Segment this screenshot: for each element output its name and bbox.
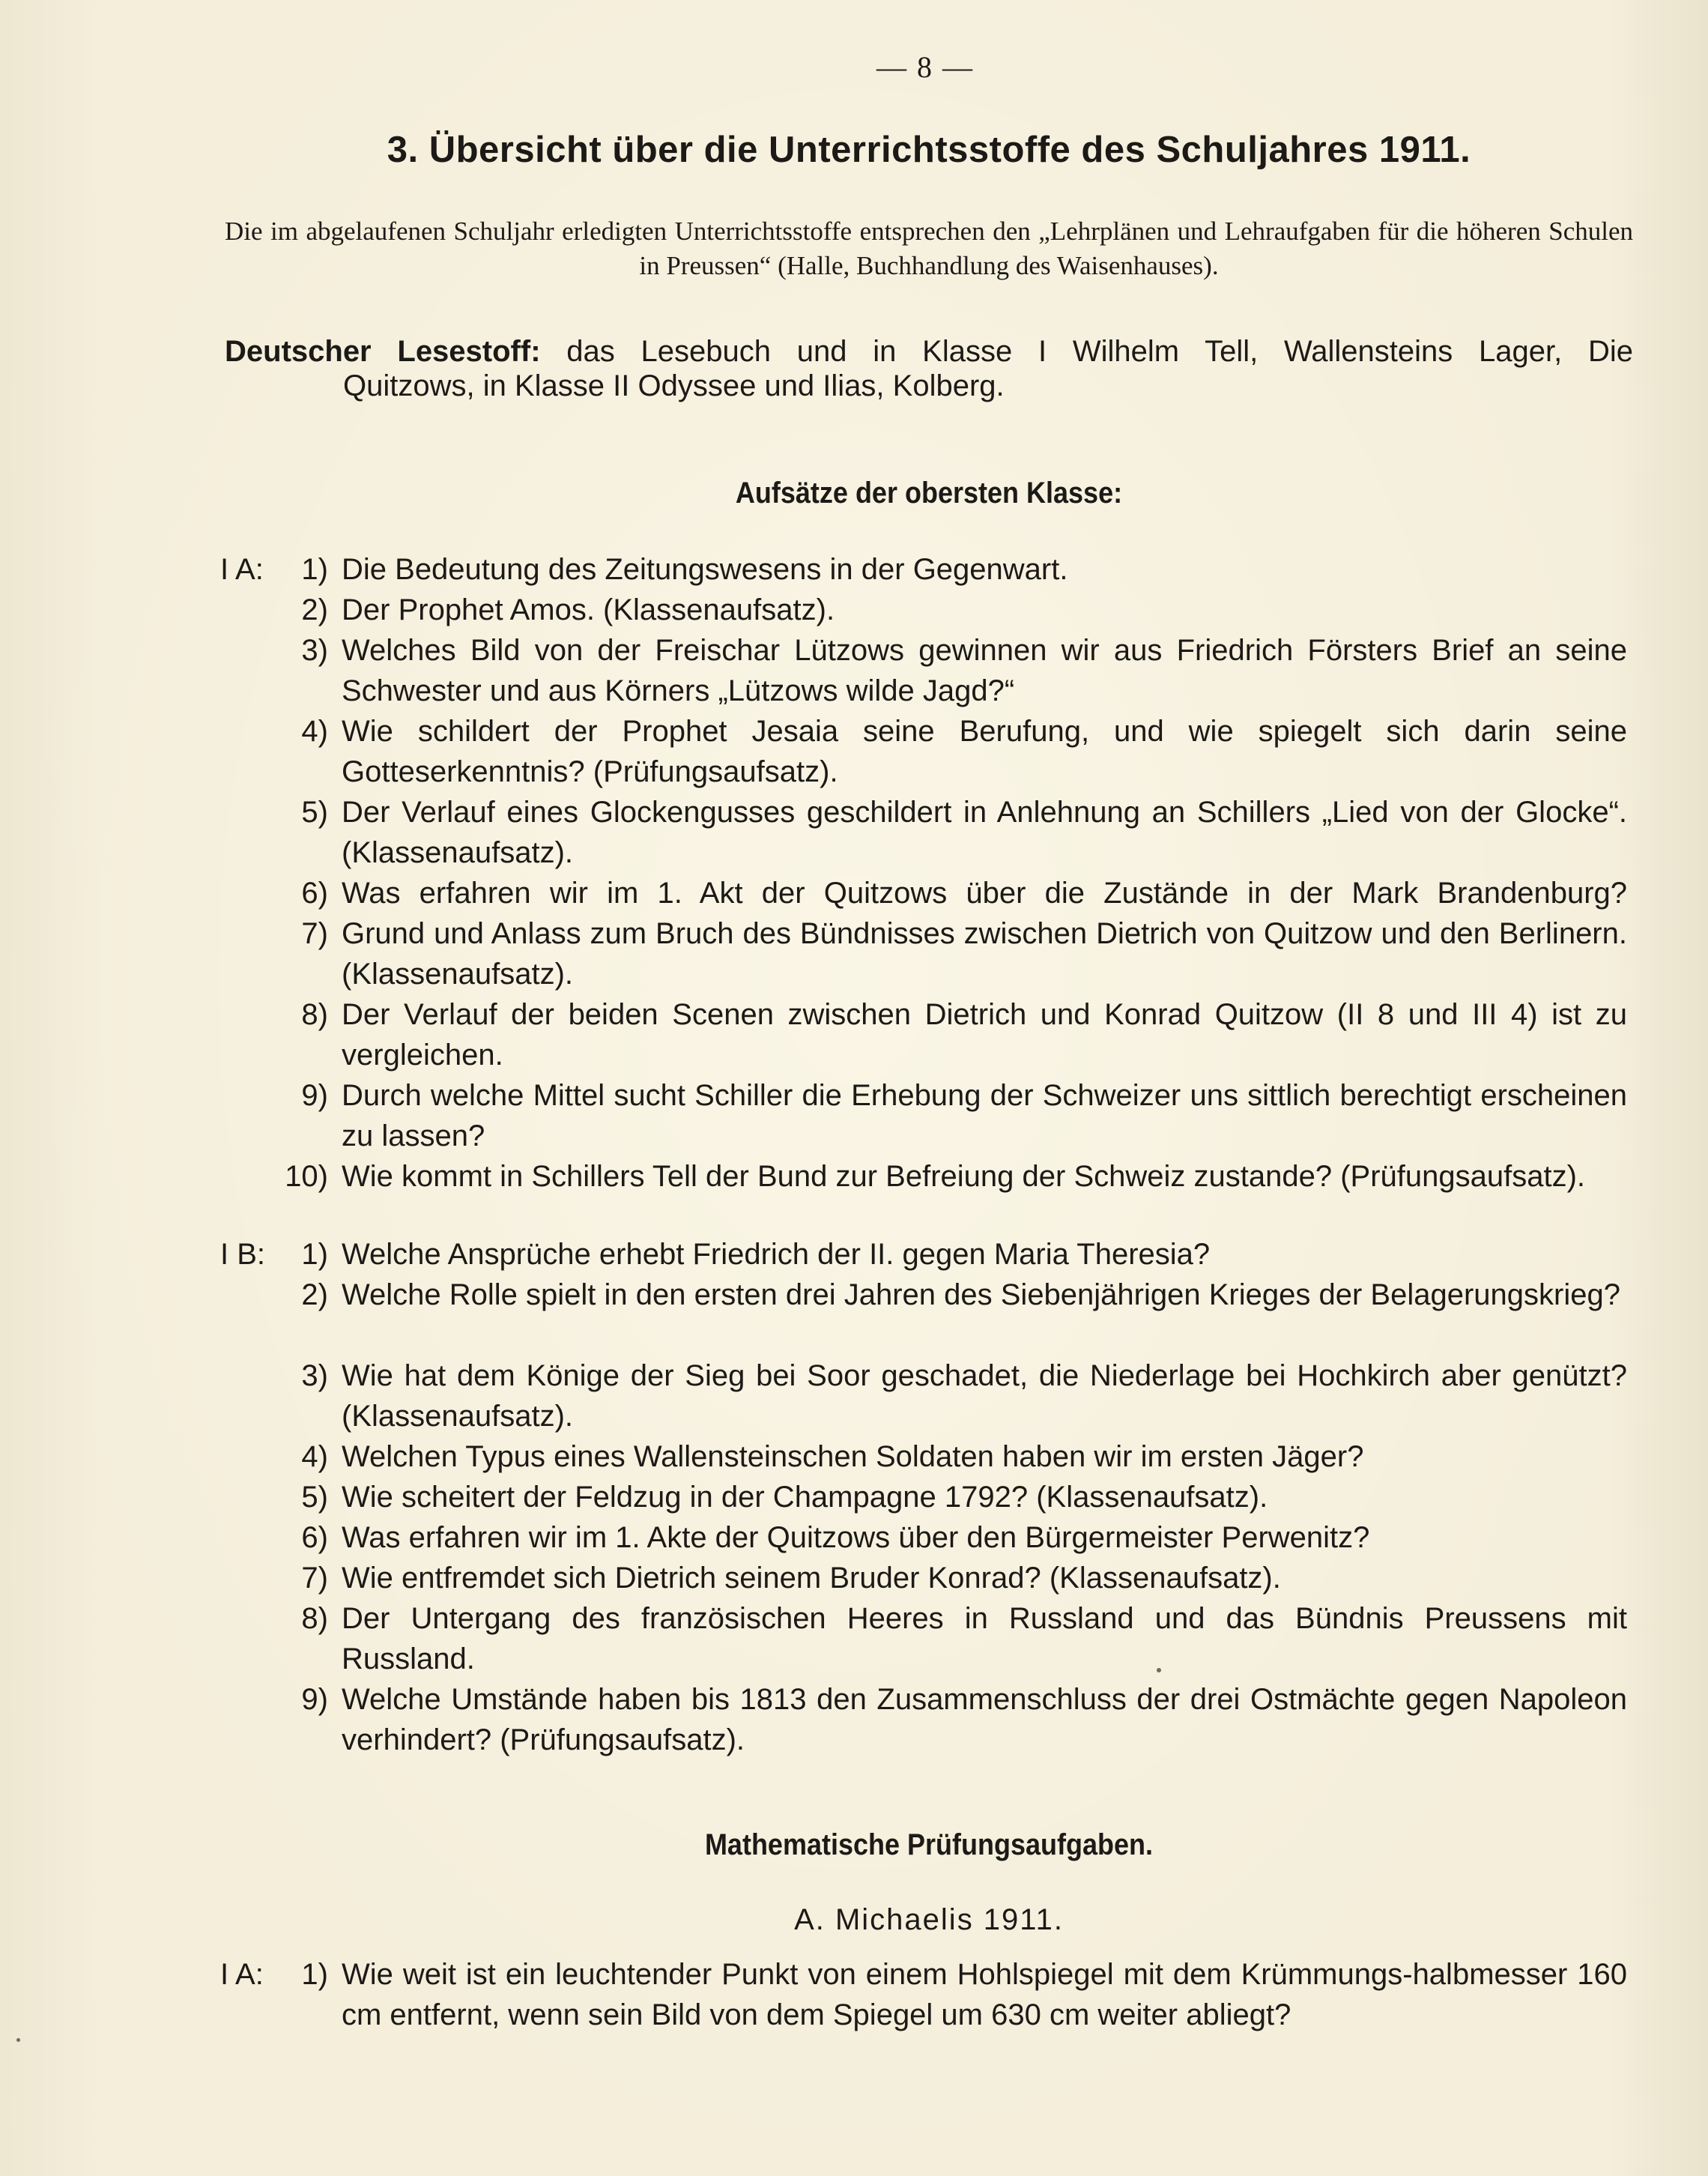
- item-number: 8): [301, 998, 328, 1031]
- item-text: Der Verlauf der beiden Scenen zwischen Dietrich und Konrad Quitzow (II 8 und III 4) ist zu vergleichen.: [342, 998, 1627, 1072]
- list-item: [0, 1156, 1708, 1237]
- item-text: Der Verlauf eines Glockengusses geschildert in Anlehnung an Schillers „Lied von der Glocke“. (Klassenaufsatz).: [342, 796, 1627, 869]
- list-item: [0, 1598, 1708, 1679]
- item-number: 10): [285, 1160, 328, 1193]
- list-item: [0, 549, 1708, 590]
- list-item: [0, 1436, 1708, 1477]
- item-number: 1): [301, 1238, 328, 1271]
- item-text: Der Prophet Amos. (Klassenaufsatz).: [342, 593, 835, 626]
- item-number: 7): [301, 1562, 328, 1595]
- lesestoff-line-1: [225, 334, 1633, 369]
- item-number: 7): [301, 917, 328, 950]
- list-item: [0, 792, 1708, 873]
- list-item: [0, 630, 1708, 711]
- item-text: Durch welche Mittel sucht Schiller die Erhebung der Schweizer uns sittlich berechtigt erscheinen zu lassen?: [342, 1079, 1627, 1152]
- item-number: 6): [301, 1521, 328, 1554]
- aufsaetze-ib-list: [0, 1234, 1708, 1760]
- item-text: Wie weit ist ein leuchtender Punkt von einem Hohlspiegel mit dem Krümmungs-halbmesser 160 cm entfernt, wenn sein Bild von dem Spiegel um 630 cm weiter abliegt?: [342, 1958, 1627, 2031]
- list-item: [0, 711, 1708, 792]
- item-number: 2): [301, 593, 328, 626]
- item-text: Wie hat dem Könige der Sieg bei Soor geschadet, die Niederlage bei Hochkirch aber genützt? (Klassenaufsatz).: [342, 1359, 1627, 1433]
- list-item: [0, 1356, 1708, 1436]
- item-number: 1): [301, 1958, 328, 1991]
- item-number: 3): [301, 1359, 328, 1392]
- item-number: 1): [301, 553, 328, 586]
- item-number: 5): [301, 796, 328, 829]
- aufsaetze-ia-list: [0, 549, 1708, 1237]
- item-number: 4): [301, 1440, 328, 1473]
- list-item: [0, 1679, 1708, 1760]
- list-item: [0, 1477, 1708, 1517]
- list-item: [0, 1954, 1708, 2035]
- item-text: Wie scheitert der Feldzug in der Champagne 1792? (Klassenaufsatz).: [342, 1481, 1268, 1514]
- aufsaetze-heading: Aufsätze der obersten Klasse:: [735, 477, 1123, 510]
- item-text: Wie kommt in Schillers Tell der Bund zur Befreiung der Schweiz zustande? (Prüfungsaufsatz).: [342, 1160, 1586, 1193]
- item-number: 5): [301, 1481, 328, 1514]
- mathematik-heading: Mathematische Prüfungsaufgaben.: [704, 1828, 1154, 1861]
- item-text: Welches Bild von der Freischar Lützows gewinnen wir aus Friedrich Försters Brief an seine Schwester und aus Körners „Lützows wilde Jagd?“: [342, 634, 1627, 707]
- item-text: Welche Rolle spielt in den ersten drei Jahren des Siebenjährigen Krieges der Belagerungskrieg?: [342, 1278, 1620, 1311]
- item-number: 4): [301, 715, 328, 748]
- item-text: Was erfahren wir im 1. Akte der Quitzows über den Bürgermeister Perwenitz?: [342, 1521, 1370, 1554]
- item-number: 9): [301, 1079, 328, 1112]
- mathematik-subtitle: A. Michaelis 1911.: [794, 1903, 1064, 1936]
- list-item: [0, 1558, 1708, 1598]
- list-item: [0, 1075, 1708, 1156]
- paper-speck: [1157, 1668, 1161, 1672]
- intro-paragraph: Die im abgelaufenen Schuljahr erledigten Unterrichtsstoffe entsprechen den „Lehrplänen und Lehraufgaben für die höheren Schulen in Preussen“ (Halle, Buchhandlung des Waisenhauses).: [225, 217, 1633, 280]
- list-item: [0, 913, 1708, 994]
- lesestoff-text-1: das Lesebuch und in Klasse I Wilhelm Tell, Wallensteins Lager, Die: [566, 335, 1633, 368]
- item-text: Wie entfremdet sich Dietrich seinem Bruder Konrad? (Klassenaufsatz).: [342, 1562, 1281, 1595]
- item-text: Welche Ansprüche erhebt Friedrich der II. gegen Maria Theresia?: [342, 1238, 1211, 1271]
- list-item: [0, 1275, 1708, 1356]
- group-label-ia: I A:: [220, 553, 264, 586]
- item-text: Welche Umstände haben bis 1813 den Zusammenschluss der drei Ostmächte gegen Napoleon verhindert? (Prüfungsaufsatz).: [342, 1683, 1627, 1756]
- lesestoff-label: Deutscher Lesestoff:: [225, 335, 541, 368]
- paper-speck: [16, 2038, 20, 2042]
- group-label-ia: I A:: [220, 1958, 264, 1991]
- list-item: [0, 1517, 1708, 1558]
- item-text: Welchen Typus eines Wallensteinschen Soldaten haben wir im ersten Jäger?: [342, 1440, 1364, 1473]
- list-item: [0, 1234, 1708, 1275]
- group-label-ib: I B:: [220, 1238, 266, 1271]
- item-text: Was erfahren wir im 1. Akt der Quitzows über die Zustände in der Mark Brandenburg?: [342, 877, 1627, 910]
- item-number: 3): [301, 634, 328, 667]
- item-number: 8): [301, 1602, 328, 1635]
- item-number: 6): [301, 877, 328, 910]
- item-text: Wie schildert der Prophet Jesaia seine Berufung, und wie spiegelt sich darin seine Gotteserkenntnis? (Prüfungsaufsatz).: [342, 715, 1627, 788]
- item-number: 9): [301, 1683, 328, 1716]
- item-number: 2): [301, 1278, 328, 1311]
- list-item: [0, 994, 1708, 1075]
- item-text: Grund und Anlass zum Bruch des Bündnisses zwischen Dietrich von Quitzow und den Berlinern. (Klassenaufsatz).: [342, 917, 1627, 991]
- page-number: — 8 —: [876, 50, 974, 84]
- lesestoff-line-2: Quitzows, in Klasse II Odyssee und Ilias, Kolberg.: [343, 369, 1005, 402]
- section-heading: 3. Übersicht über die Unterrichtsstoffe des Schuljahres 1911.: [387, 130, 1471, 170]
- item-text: Der Untergang des französischen Heeres in Russland und das Bündnis Preussens mit Russland.: [342, 1602, 1627, 1675]
- list-item: [0, 873, 1708, 913]
- list-item: [0, 590, 1708, 630]
- lesestoff-paragraph: [225, 334, 1633, 403]
- item-text: Die Bedeutung des Zeitungswesens in der Gegenwart.: [342, 553, 1068, 586]
- mathematik-ia-list: [0, 1954, 1708, 2035]
